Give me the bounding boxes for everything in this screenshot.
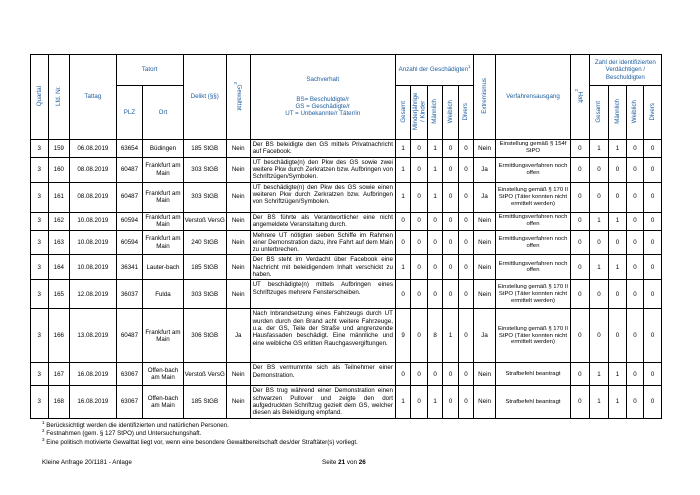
cell-gewalttat: Nein <box>226 157 250 182</box>
sachverhalt-title: Sachverhalt <box>306 76 340 84</box>
cell-ort: Frankfurt am Main <box>143 212 183 230</box>
cell-verfahrensausgang: Einstellung gemäß § 154f StPO <box>495 140 570 158</box>
cell-geschaedigte-divers: 0 <box>458 182 473 212</box>
table-row <box>31 255 662 280</box>
cell-geschaedigte-minderjaehrige: 0 <box>411 230 427 255</box>
cell-geschaedigte-gesamt: 1 <box>395 140 410 158</box>
cell-plz: 36037 <box>116 280 143 309</box>
header-verdaechtige-gesamt: Gesamt <box>589 86 609 140</box>
cell-tattag: 10.08.2019 <box>70 212 116 230</box>
cell-quartal: 3 <box>31 363 49 386</box>
cell-verdaechtige-gesamt: 1 <box>589 386 609 418</box>
cell-extremismus: Nein <box>474 212 496 230</box>
cell-verdaechtige-maennlich: 1 <box>609 212 627 230</box>
cell-verdaechtige-divers: 0 <box>644 157 662 182</box>
cell-lfd-nr: 160 <box>48 157 70 182</box>
cell-extremismus: Ja <box>474 182 496 212</box>
cell-verdaechtige-divers: 0 <box>644 255 662 280</box>
cell-verdaechtige-maennlich: 0 <box>609 182 627 212</box>
cell-quartal: 3 <box>31 386 49 418</box>
cell-verdaechtige-maennlich: 1 <box>609 140 627 158</box>
cell-geschaedigte-weiblich: 1 <box>443 309 458 363</box>
cell-verdaechtige-weiblich: 0 <box>626 140 644 158</box>
header-verdaechtige-weiblich: Weiblich <box>626 86 644 140</box>
cell-verfahrensausgang: Ermittlungsverfahren noch offen <box>495 157 570 182</box>
cell-tattag: 13.08.2019 <box>70 309 116 363</box>
header-delikt: Delikt (§§) <box>183 55 226 140</box>
cell-verdaechtige-divers: 0 <box>644 182 662 212</box>
cell-geschaedigte-divers: 0 <box>458 363 473 386</box>
cell-verdaechtige-weiblich: 0 <box>626 309 644 363</box>
cell-sachverhalt: Nach Inbrandsetzung eines Fahrzeugs durch UT wurden durch den Brand acht weitere Fahrzeuge, u.a. der GS, Teile der Straße und angrenzende Hausfassaden beschädigt. Eine männliche und eine weibliche GS erlitten Rauchgasvergiftungen. <box>250 309 395 363</box>
cell-verdaechtige-weiblich: 0 <box>626 280 644 309</box>
cell-verdaechtige-maennlich: 0 <box>609 157 627 182</box>
header-geschaedigte: Anzahl der Geschädigten$^1$ <box>395 55 473 86</box>
footnote: $^3$ Eine politisch motivierte Gewalttat liegt vor, wenn eine besondere Gewaltbereitschaft des/der Straftäter(s) vorliegt. <box>42 436 358 446</box>
cell-haft: 0 <box>571 157 590 182</box>
cell-gewalttat: Nein <box>226 230 250 255</box>
cell-verfahrensausgang: Ermittlungsverfahren noch offen <box>495 230 570 255</box>
cell-geschaedigte-divers: 0 <box>458 157 473 182</box>
cell-geschaedigte-minderjaehrige: 0 <box>411 363 427 386</box>
cell-extremismus: Ja <box>474 157 496 182</box>
cell-verfahrensausgang: Einstellung gemäß § 170 II StPO (Täter konnten nicht ermittelt werden) <box>495 182 570 212</box>
cell-haft: 0 <box>571 212 590 230</box>
header-sachverhalt <box>250 55 395 140</box>
cell-verdaechtige-weiblich: 0 <box>626 157 644 182</box>
cell-plz: 63654 <box>116 140 143 158</box>
cell-geschaedigte-divers: 0 <box>458 280 473 309</box>
cell-geschaedigte-weiblich: 0 <box>443 255 458 280</box>
header-tattag: Tattag <box>70 55 116 140</box>
cell-gewalttat: Nein <box>226 255 250 280</box>
cell-quartal: 3 <box>31 255 49 280</box>
table-row <box>31 212 662 230</box>
header-geschaedigte-maennlich: Männlich <box>427 86 442 140</box>
cell-tattag: 08.08.2019 <box>70 157 116 182</box>
cell-tattag: 06.08.2019 <box>70 140 116 158</box>
footnote: $^1$ Berücksichtigt werden die identifizierten und natürlichen Personen. <box>42 419 229 429</box>
cell-geschaedigte-maennlich: 0 <box>427 212 442 230</box>
cell-gewalttat: Nein <box>226 386 250 418</box>
cell-verdaechtige-gesamt: 0 <box>589 230 609 255</box>
cell-ort: Offen-bach am Main <box>143 386 183 418</box>
cell-delikt: 185 StGB <box>183 386 226 418</box>
cell-haft: 0 <box>571 363 590 386</box>
cell-haft: 0 <box>571 309 590 363</box>
cell-quartal: 3 <box>31 157 49 182</box>
footer-page-number: Seite 21 von 26 <box>322 459 366 466</box>
cell-quartal: 3 <box>31 182 49 212</box>
cell-geschaedigte-maennlich: 8 <box>427 309 442 363</box>
table-row <box>31 386 662 418</box>
cell-quartal: 3 <box>31 140 49 158</box>
cell-geschaedigte-minderjaehrige: 0 <box>411 182 427 212</box>
cell-quartal: 3 <box>31 230 49 255</box>
header-haft: Haft$^2$ <box>571 55 590 140</box>
cell-ort: Frankfurt am Main <box>143 157 183 182</box>
cell-verfahrensausgang: Einstellung gemäß § 170 II StPO (Täter konnten nicht ermittelt werden) <box>495 280 570 309</box>
cell-geschaedigte-maennlich: 0 <box>427 230 442 255</box>
cell-tattag: 10.08.2019 <box>70 255 116 280</box>
cell-gewalttat: Ja <box>226 309 250 363</box>
cell-extremismus: Nein <box>474 230 496 255</box>
cell-plz: 60487 <box>116 309 143 363</box>
cell-geschaedigte-maennlich: 1 <box>427 182 442 212</box>
header-geschaedigte-minderjaehrige: Minderjährige / Kinder <box>411 86 427 140</box>
cell-verdaechtige-maennlich: 0 <box>609 230 627 255</box>
table-row <box>31 230 662 255</box>
footnotes <box>42 419 602 447</box>
cell-verdaechtige-gesamt: 0 <box>589 280 609 309</box>
cell-geschaedigte-maennlich: 0 <box>427 363 442 386</box>
cell-haft: 0 <box>571 280 590 309</box>
cell-sachverhalt: Der BS führte als Verantwortlicher eine nicht angemeldete Veranstaltung durch. <box>250 212 395 230</box>
cell-geschaedigte-minderjaehrige: 0 <box>411 157 427 182</box>
cell-tattag: 12.08.2019 <box>70 280 116 309</box>
cell-verdaechtige-weiblich: 0 <box>626 255 644 280</box>
cell-quartal: 3 <box>31 280 49 309</box>
cell-verdaechtige-divers: 0 <box>644 140 662 158</box>
cell-sachverhalt: Mehrere UT nötigten sieben Schiffe im Rahmen einer Demonstration dazu, ihre Fahrt auf dem Main zu unterbrechen. <box>250 230 395 255</box>
cell-lfd-nr: 159 <box>48 140 70 158</box>
cell-verdaechtige-maennlich: 1 <box>609 386 627 418</box>
cell-geschaedigte-divers: 0 <box>458 255 473 280</box>
cell-sachverhalt: UT beschädigte(n) den Pkw des GS sowie einen weiteren Pkw durch Zerkratzen bzw. Aufbringen von Schriftzügen/Symbolen. <box>250 182 395 212</box>
cell-geschaedigte-gesamt: 0 <box>395 280 410 309</box>
cell-gewalttat: Nein <box>226 140 250 158</box>
header-gewalttat: Gewalttat$^3$ <box>226 55 250 140</box>
cell-delikt: Verstoß VersG <box>183 212 226 230</box>
cell-haft: 0 <box>571 182 590 212</box>
cell-verdaechtige-gesamt: 0 <box>589 309 609 363</box>
cell-verdaechtige-divers: 0 <box>644 280 662 309</box>
cell-tattag: 10.08.2019 <box>70 230 116 255</box>
table-row <box>31 363 662 386</box>
cell-sachverhalt: Der BS trug während einer Demonstration einen schwarzen Pullover und zeigte den dort aufgedruckten Schriftzug gezielt dem GS, welcher diesen als Beleidigung empfand. <box>250 386 395 418</box>
cell-extremismus: Nein <box>474 363 496 386</box>
cell-gewalttat: Nein <box>226 212 250 230</box>
cell-plz: 63067 <box>116 363 143 386</box>
cell-sachverhalt: UT beschädigte(n) mittels Aufbringen eines Schriftzuges mehrere Fensterscheiben. <box>250 280 395 309</box>
footnote: $^2$ Festnahmen (gem. § 127 StPO) und Untersuchungshaft. <box>42 428 202 438</box>
cell-delikt: Verstoß VersG <box>183 363 226 386</box>
cell-geschaedigte-divers: 0 <box>458 309 473 363</box>
cell-haft: 0 <box>571 230 590 255</box>
cell-geschaedigte-maennlich: 0 <box>427 255 442 280</box>
header-verdaechtige: Zahl der identifizierten Verdächtigen / Beschuldigten <box>589 55 661 86</box>
cell-geschaedigte-divers: 0 <box>458 140 473 158</box>
cell-verfahrensausgang: Strafbefehl beantragt <box>495 363 570 386</box>
cell-delikt: 240 StGB <box>183 230 226 255</box>
cell-ort: Frankfurt am Main <box>143 309 183 363</box>
cell-ort: Lauter-bach <box>143 255 183 280</box>
cell-plz: 63067 <box>116 386 143 418</box>
footer-document-reference: Kleine Anfrage 20/1181 - Anlage <box>42 459 132 466</box>
cell-verdaechtige-weiblich: 0 <box>626 230 644 255</box>
header-tatort: Tatort <box>116 55 183 86</box>
header-lfd-nr: Lfd. Nr. <box>48 55 70 140</box>
cell-gewalttat: Nein <box>226 182 250 212</box>
cell-plz: 60594 <box>116 230 143 255</box>
cell-geschaedigte-weiblich: 0 <box>443 386 458 418</box>
cell-verdaechtige-divers: 0 <box>644 230 662 255</box>
cell-verdaechtige-divers: 0 <box>644 386 662 418</box>
cell-ort: Frankfurt am Main <box>143 182 183 212</box>
cell-delikt: 185 StGB <box>183 255 226 280</box>
cell-ort: Büdingen <box>143 140 183 158</box>
header-verdaechtige-maennlich: Männlich <box>609 86 627 140</box>
cell-geschaedigte-gesamt: 1 <box>395 386 410 418</box>
legend-ut: UT = Unbekannte/r Täter/in <box>285 110 361 118</box>
cell-geschaedigte-divers: 0 <box>458 212 473 230</box>
header-geschaedigte-gesamt: Gesamt <box>395 86 410 140</box>
header-extremismus: Extremismus <box>474 55 496 140</box>
cell-gewalttat: Nein <box>226 280 250 309</box>
cell-geschaedigte-weiblich: 0 <box>443 280 458 309</box>
cell-lfd-nr: 166 <box>48 309 70 363</box>
cell-delikt: 303 StGB <box>183 182 226 212</box>
cell-extremismus: Nein <box>474 386 496 418</box>
cell-verdaechtige-maennlich: 1 <box>609 363 627 386</box>
cell-haft: 0 <box>571 386 590 418</box>
cell-quartal: 3 <box>31 212 49 230</box>
cell-geschaedigte-weiblich: 0 <box>443 363 458 386</box>
cell-verfahrensausgang: Ermittlungsverfahren noch offen <box>495 212 570 230</box>
cell-haft: 0 <box>571 255 590 280</box>
cell-geschaedigte-minderjaehrige: 0 <box>411 386 427 418</box>
cell-sachverhalt: Der BS steht im Verdacht über Facebook eine Nachricht mit beleidigendem Inhalt verschickt zu haben. <box>250 255 395 280</box>
cell-geschaedigte-maennlich: 0 <box>427 280 442 309</box>
cell-geschaedigte-minderjaehrige: 0 <box>411 212 427 230</box>
cell-geschaedigte-maennlich: 1 <box>427 386 442 418</box>
cell-lfd-nr: 163 <box>48 230 70 255</box>
cell-plz: 36341 <box>116 255 143 280</box>
header-geschaedigte-divers: Divers <box>458 86 473 140</box>
table-row <box>31 157 662 182</box>
cell-verfahrensausgang: Strafbefehl beantragt <box>495 386 570 418</box>
cell-geschaedigte-weiblich: 0 <box>443 140 458 158</box>
table-body <box>31 140 662 419</box>
cell-geschaedigte-weiblich: 0 <box>443 212 458 230</box>
cell-verdaechtige-maennlich: 0 <box>609 309 627 363</box>
cell-verdaechtige-weiblich: 0 <box>626 363 644 386</box>
cell-gewalttat: Nein <box>226 363 250 386</box>
cell-lfd-nr: 167 <box>48 363 70 386</box>
cell-geschaedigte-divers: 0 <box>458 386 473 418</box>
cell-verdaechtige-divers: 0 <box>644 212 662 230</box>
cell-verdaechtige-weiblich: 0 <box>626 212 644 230</box>
cell-verdaechtige-gesamt: 1 <box>589 255 609 280</box>
cell-verdaechtige-gesamt: 0 <box>589 157 609 182</box>
cell-geschaedigte-minderjaehrige: 0 <box>411 309 427 363</box>
cell-lfd-nr: 164 <box>48 255 70 280</box>
cell-geschaedigte-gesamt: 0 <box>395 363 410 386</box>
legend-bs: BS= Beschuldigte/r <box>296 95 350 103</box>
cell-geschaedigte-maennlich: 1 <box>427 157 442 182</box>
cell-quartal: 3 <box>31 309 49 363</box>
cell-geschaedigte-gesamt: 9 <box>395 309 410 363</box>
cell-extremismus: Ja <box>474 309 496 363</box>
header-ort: Ort <box>143 86 183 140</box>
cell-verdaechtige-maennlich: 1 <box>609 255 627 280</box>
cell-verdaechtige-gesamt: 1 <box>589 140 609 158</box>
cell-lfd-nr: 168 <box>48 386 70 418</box>
table-row <box>31 182 662 212</box>
cell-geschaedigte-gesamt: 1 <box>395 182 410 212</box>
cell-verdaechtige-weiblich: 0 <box>626 182 644 212</box>
cell-geschaedigte-maennlich: 1 <box>427 140 442 158</box>
cell-verfahrensausgang: Ermittlungsverfahren noch offen <box>495 255 570 280</box>
cell-extremismus: Nein <box>474 280 496 309</box>
header-plz: PLZ <box>116 86 143 140</box>
cell-geschaedigte-weiblich: 0 <box>443 157 458 182</box>
cell-verdaechtige-divers: 0 <box>644 309 662 363</box>
cell-geschaedigte-minderjaehrige: 0 <box>411 255 427 280</box>
table-row <box>31 309 662 363</box>
cell-verdaechtige-gesamt: 0 <box>589 182 609 212</box>
cell-geschaedigte-weiblich: 0 <box>443 182 458 212</box>
cell-plz: 60594 <box>116 212 143 230</box>
cell-geschaedigte-minderjaehrige: 0 <box>411 280 427 309</box>
cell-plz: 60487 <box>116 157 143 182</box>
cell-delikt: 303 StGB <box>183 280 226 309</box>
header-geschaedigte-weiblich: Weiblich <box>443 86 458 140</box>
header-verdaechtige-divers: Divers <box>644 86 662 140</box>
cell-tattag: 08.08.2019 <box>70 182 116 212</box>
header-quartal: Quartal <box>31 55 49 140</box>
cell-tattag: 16.08.2019 <box>70 386 116 418</box>
cell-verfahrensausgang: Einstellung gemäß § 170 II StPO (Täter konnten nicht ermittelt werden) <box>495 309 570 363</box>
cell-sachverhalt: UT beschädigte(n) den Pkw des GS sowie zwei weitere Pkw durch Zerkratzen bzw. Aufbringen von Schriftzügen/Symbolen. <box>250 157 395 182</box>
cell-plz: 60487 <box>116 182 143 212</box>
cell-lfd-nr: 161 <box>48 182 70 212</box>
cell-delikt: 185 StGB <box>183 140 226 158</box>
cell-delikt: 306 StGB <box>183 309 226 363</box>
cell-ort: Offen-bach am Main <box>143 363 183 386</box>
cell-verdaechtige-maennlich: 0 <box>609 280 627 309</box>
cell-verdaechtige-gesamt: 1 <box>589 363 609 386</box>
cell-ort: Fulda <box>143 280 183 309</box>
legend-gs: GS = Geschädigte/r <box>295 103 350 110</box>
cell-verdaechtige-weiblich: 0 <box>626 386 644 418</box>
cell-extremismus: Nein <box>474 255 496 280</box>
cell-haft: 0 <box>571 140 590 158</box>
cell-lfd-nr: 162 <box>48 212 70 230</box>
cell-verdaechtige-gesamt: 1 <box>589 212 609 230</box>
cell-geschaedigte-divers: 0 <box>458 230 473 255</box>
cell-geschaedigte-gesamt: 0 <box>395 230 410 255</box>
cell-extremismus: Nein <box>474 140 496 158</box>
cell-geschaedigte-minderjaehrige: 0 <box>411 140 427 158</box>
incident-table <box>30 54 662 419</box>
cell-delikt: 303 StGB <box>183 157 226 182</box>
cell-tattag: 16.08.2019 <box>70 363 116 386</box>
cell-sachverhalt: Der BS beleidigte den GS mittels Privatnachricht auf Facebook. <box>250 140 395 158</box>
table-row <box>31 280 662 309</box>
cell-verdaechtige-divers: 0 <box>644 363 662 386</box>
cell-geschaedigte-gesamt: 0 <box>395 212 410 230</box>
table-row <box>31 140 662 158</box>
cell-sachverhalt: Der BS vermummte sich als Teilnehmer einer Demonstration. <box>250 363 395 386</box>
header-verfahrensausgang: Verfahrensausgang <box>495 55 570 140</box>
cell-geschaedigte-gesamt: 1 <box>395 157 410 182</box>
cell-ort: Frankfurt am Main <box>143 230 183 255</box>
cell-geschaedigte-weiblich: 0 <box>443 230 458 255</box>
cell-geschaedigte-gesamt: 1 <box>395 255 410 280</box>
cell-lfd-nr: 165 <box>48 280 70 309</box>
